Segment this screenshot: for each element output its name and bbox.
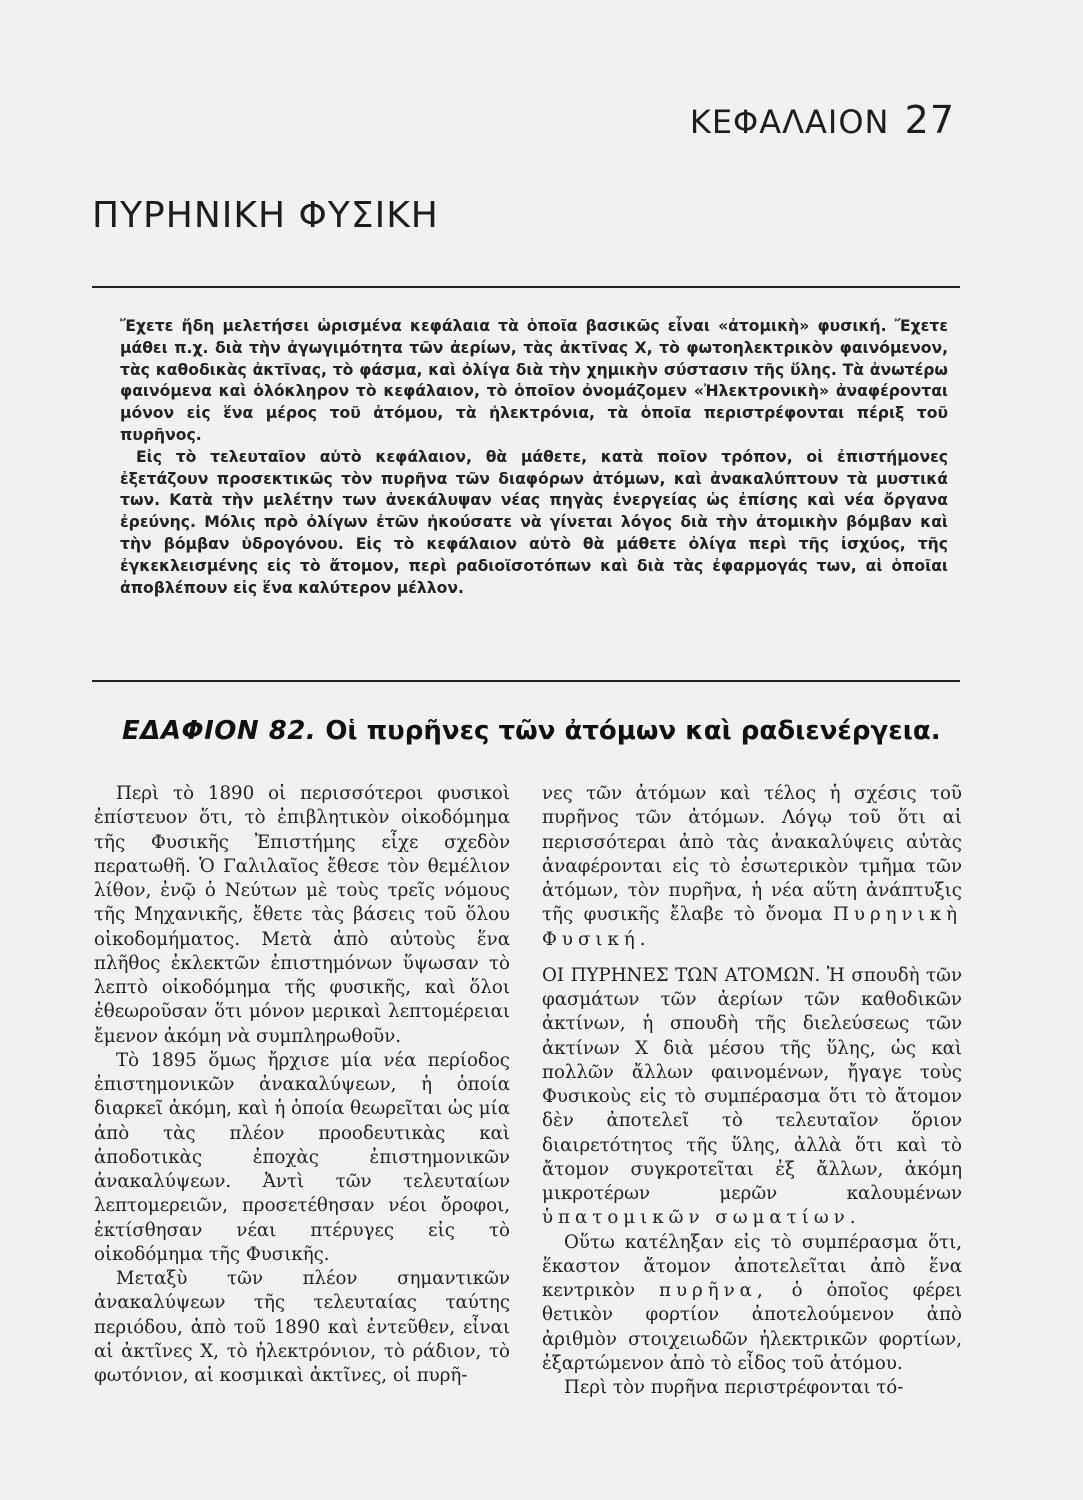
right-paragraph-3-text-b: ὁ ὁποῖος φέρει θετικὸν φορτίον ἀποτελούμενον ἀπὸ ἀριθμὸν στοιχειωδῶν ἠλεκτρικῶν φορτίων, ἐξαρτώμενον ἀπὸ τὸ εἶδος τοῦ ἀτόμου. (542, 1280, 962, 1374)
left-paragraph-2: Τὸ 1895 ὅμως ἤρχισε μία νέα περίοδος ἐπιστημονικῶν ἀνακαλύψεων, ἡ ὁποία διαρκεῖ ἀκόμη, καὶ ἡ ὁποία θεωρεῖται ὡς μία ἀπὸ τὰς πλέον προοδευτικὰς καὶ ἀποδοτικὰς ἐποχὰς ἐπιστημονικῶν ἀνακαλύψεων. Ἀντὶ τῶν τελευταίων λεπτομερειῶν, προσετέθησαν νέοι ὄροφοι, ἐκτίσθησαν νέαι πτέρυγες εἰς τὸ οἰκοδόμημα τῆς Φυσικῆς. (94, 1049, 510, 1265)
top-divider (92, 286, 960, 288)
right-paragraph-3 (542, 1231, 962, 1377)
left-paragraph-1: Περὶ τὸ 1890 οἱ περισσότεροι φυσικοὶ ἐπίστευον ὅτι, τὸ ἐπιβλητικὸν οἰκοδόμημα τῆς Φυσικῆς Ἐπιστήμης εἶχε σχεδὸν περατωθῆ. Ὁ Γαλιλαῖος ἔθεσε τὸν θεμέλιον λίθον, ἐνῷ ὁ Νεύτων μὲ τοὺς τρεῖς νόμους τῆς Μηχανικῆς, ἔθετε τὰς βάσεις τοῦ ὅλου οἰκοδομήματος. Μετὰ ἀπὸ αὐτοὺς ἕνα πλῆθος ἐκλεκτῶν ἐπιστημόνων ὕψωσαν τὸ λεπτὸ οἰκοδόμημα τῆς φυσικῆς, καὶ ὅλοι ἐθεωροῦσαν ὅτι μόνον μερικαὶ λεπτομέρειαι ἔμενον ἀκόμη νὰ συμπληρωθοῦν. (94, 783, 510, 1047)
section-heading (122, 716, 962, 746)
intro-paragraph-1: Ἔχετε ἤδη μελετήσει ὡρισμένα κεφάλαια τὰ ὁποῖα βασικῶς εἶναι «ἀτομικὴ» φυσική. Ἔχετε μάθει π.χ. διὰ τὴν ἀγωγιμότητα τῶν ἀερίων, τὰς ἀκτῖνας Χ, τὸ φωτοηλεκτρικὸν φαινόμενον, τὰς καθοδικὰς ἀκτῖνας, τὸ φάσμα, καὶ ὀλίγα διὰ τὴν χημικὴν σύστασιν τῆς ὕλης. Τὰ ἀνωτέρω φαινόμενα καὶ ὁλόκληρον τὸ κεφάλαιον, τὸ ὁποῖον ὀνομάζομεν «Ἠλεκτρονικὴ» ἀναφέρονται μόνον εἰς ἕνα μέρος τοῦ ἀτόμου, τὰ ἠλεκτρόνια, τὰ ὁποῖα περιστρέφονται πέριξ τοῦ πυρῆνος. (120, 317, 948, 444)
chapter-title: ΠΥΡΗΝΙΚΗ ΦΥΣΙΚΗ (92, 195, 439, 236)
chapter-introduction (120, 316, 948, 599)
left-paragraph-3: Μεταξὺ τῶν πλέον σημαντικῶν ἀνακαλύψεων τῆς τελευταίας ταύτης περιόδου, ἀπὸ τοῦ 1890 καὶ ἐντεῦθεν, εἶναι αἱ ἀκτῖνες Χ, τὸ ἠλεκτρόνιον, τὸ ράδιον, τὸ φωτόνιον, αἱ κοσμικαὶ ἀκτῖνες, οἱ πυρῆ- (94, 1268, 510, 1386)
section-title: Οἱ πυρῆνες τῶν ἀτόμων καὶ ραδιενέργεια. (325, 716, 941, 746)
term-nucleus: πυρῆνα, (659, 1280, 768, 1301)
intro-divider (92, 680, 960, 682)
chapter-label (690, 98, 955, 142)
term-nuclear-physics: Πυρηνικὴ Φυσική. (542, 904, 962, 950)
chapter-label-text: ΚΕΦΑΛΑΙΟΝ (689, 103, 890, 141)
subheading-nuclei: ΟΙ ΠΥΡΗΝΕΣ ΤΩΝ ΑΤΟΜΩΝ. (542, 964, 821, 986)
right-paragraph-1-text: νες τῶν ἀτόμων καὶ τέλος ἡ σχέσις τοῦ πυρῆνος τῶν ἀτόμων. Λόγῳ τοῦ ὅτι αἱ περισσότεραι ἀπὸ τὰς ἀνακαλύψεις αὐτὰς ἀναφέρονται εἰς τὸ ἐσωτερικὸν τμῆμα τῶν ἀτόμων, τὸν πυρῆνα, ἡ νέα αὕτη ἀνάπτυξις τῆς φυσικῆς ἔλαβε τὸ ὄνομα (542, 783, 962, 926)
right-paragraph-4: Περὶ τὸν πυρῆνα περιστρέφονται τό- (564, 1377, 904, 1398)
section-label: ΕΔΑΦΙΟΝ 82. (122, 716, 317, 746)
term-subatomic-particles: ὑπατομικῶν σωματίων. (542, 1207, 861, 1229)
right-paragraph-2-text: Ἡ σπουδὴ τῶν φασμάτων τῶν ἀερίων τῶν καθοδικῶν ἀκτίνων, ἡ σπουδὴ τῆς διελεύσεως τῶν ἀκτίνων Χ διὰ μέσου τῆς ὕλης, ὡς καὶ πολλῶν ἄλλων φαινομένων, ἤγαγε τοὺς Φυσικοὺς εἰς τὸ συμπέρασμα ὅτι τὸ ἄτομον δὲν ἀποτελεῖ τὸ τελευταῖον ὅριον διαιρετότητος τῆς ὕλης, ἀλλὰ ὅτι καὶ τὸ ἄτομον συγκροτεῖται ἐξ ἄλλων, ἀκόμη μικροτέρων μερῶν καλουμένων (542, 964, 962, 1204)
right-paragraph-1 (542, 782, 962, 952)
chapter-number: 27 (904, 98, 955, 142)
right-paragraph-3-text-a: Οὕτω κατέληξαν εἰς τὸ συμπέρασμα ὅτι, ἕκαστον ἄτομον ἀποτελεῖται ἀπὸ ἕνα κεντρικὸν (542, 1231, 962, 1301)
right-paragraph-2 (542, 964, 962, 1231)
intro-paragraph-2: Εἰς τὸ τελευταῖον αὐτὸ κεφάλαιον, θὰ μάθετε, κατὰ ποῖον τρόπον, οἱ ἐπιστήμονες ἐξετάζουν προσεκτικῶς τὸν πυρῆνα τῶν διαφόρων ἀτόμων, καὶ ἀνακαλύπτουν τὰ μυστικά των. Κατὰ τὴν μελέτην των ἀνεκάλυψαν νέας πηγὰς ἐνεργείας ὡς ἐπίσης καὶ νέα ὄργανα ἐρεύνης. Μόλις πρὸ ὀλίγων ἐτῶν ἠκούσατε νὰ γίνεται λόγος διὰ τὴν ἀτομικὴν βόμβαν καὶ τὴν βόμβαν ὑδρογόνου. Εἰς τὸ κεφάλαιον αὐτὸ θὰ μάθετε ὀλίγα περὶ τῆς ἰσχύος, τῆς ἐγκεκλεισμένης εἰς τὸ ἄτομον, περὶ ραδιοϊσοτόπων καὶ διὰ τὰς ἐφαρμογάς των, αἱ ὁποῖαι ἀποβλέπουν εἰς ἕνα καλύτερον μέλλον. (120, 447, 948, 597)
right-column (542, 782, 962, 1400)
left-column (94, 782, 510, 1388)
